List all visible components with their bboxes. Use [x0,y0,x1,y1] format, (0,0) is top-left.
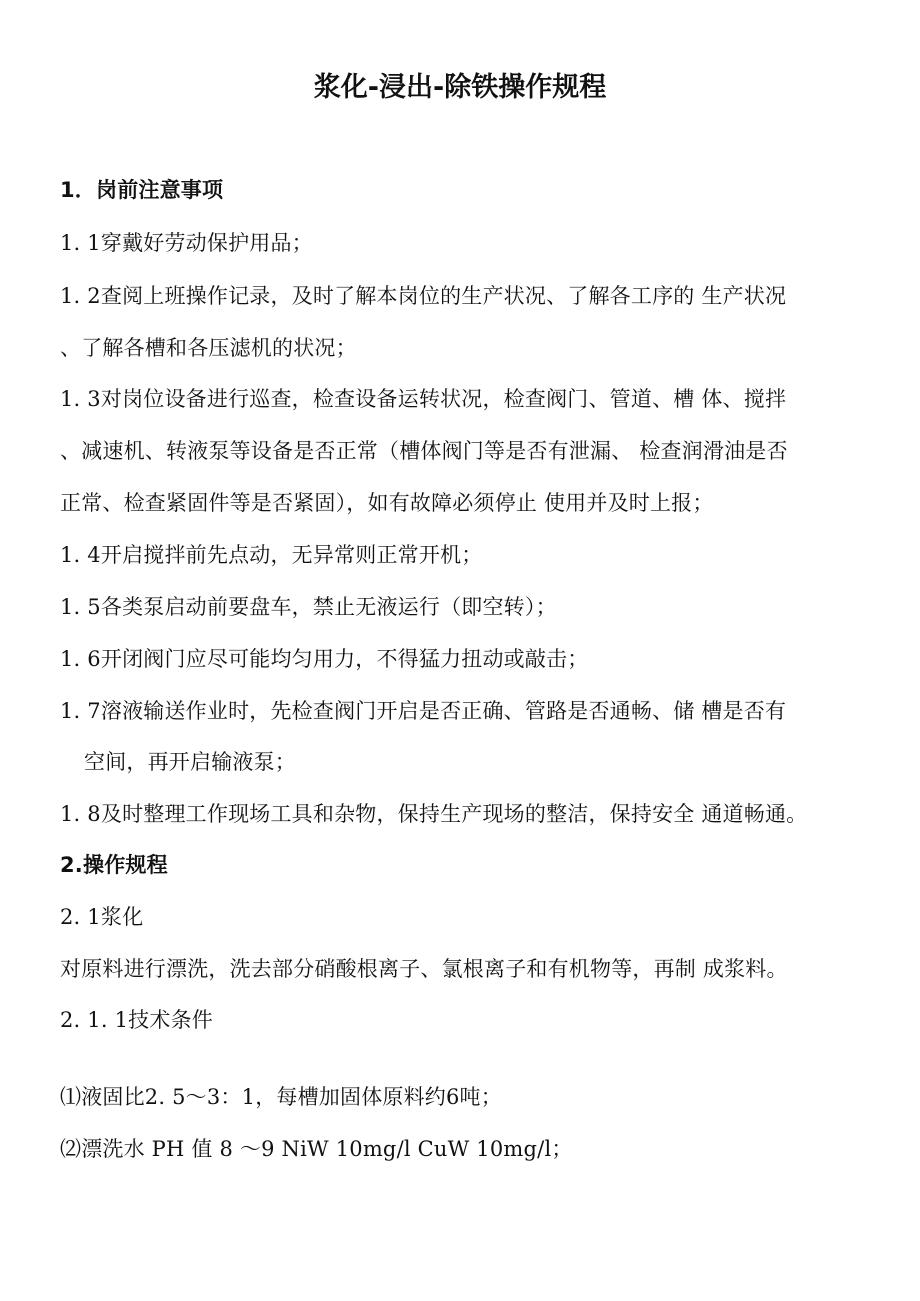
subsection-2-1-description: 对原料进行漂洗，洗去部分硝酸根离子、氯根离子和有机物等，再制 成浆料。 [60,957,788,981]
subsection-2-1: 2. 1浆化 [60,905,144,929]
item-1-1: 1. 1穿戴好劳动保护用品； [60,231,313,255]
subsection-2-1-1: 2. 1. 1技术条件 [60,1008,213,1032]
item-1-4: 1. 4开启搅拌前先点动，无异常则正常开机； [60,543,483,567]
item-1-7-line2: 空间，再开启输液泵； [84,750,296,774]
item-1-3-line2: 、减速机、转液泵等设备是否正常（槽体阀门等是否有泄漏、 检查润滑油是否 [60,439,788,463]
condition-2: ⑵漂洗水 PH 值 8 〜9 NiW 10mg/l CuW 10mg/l； [60,1137,573,1161]
item-1-8: 1. 8及时整理工作现场工具和杂物，保持生产现场的整洁，保持安全 通道畅通。 [60,802,808,826]
section-heading-precautions: 1．岗前注意事项 [60,178,224,202]
condition-1: ⑴液固比2. 5〜3：1，每槽加固体原料约6吨； [60,1085,502,1109]
item-1-5: 1. 5各类泵启动前要盘车，禁止无液运行（即空转）； [60,595,557,619]
page-title: 浆化-浸出-除铁操作规程 [313,72,607,103]
section-heading-procedures: 2.操作规程 [60,853,168,877]
item-1-3-line1: 1. 3对岗位设备进行巡查，检查设备运转状况，检查阀门、管道、槽 体、搅拌 [60,387,787,411]
item-1-7-line1: 1. 7溶液输送作业时，先检查阀门开启是否正确、管路是否通畅、储 槽是否有 [60,699,787,723]
item-1-3-line3: 正常、检查紧固件等是否紧固），如有故障必须停止 使用并及时上报； [60,491,714,515]
item-1-2-line2: 、了解各槽和各压滤机的状况； [60,336,357,360]
item-1-2-line1: 1. 2查阅上班操作记录，及时了解本岗位的生产状况、了解各工序的 生产状况 [60,284,787,308]
item-1-6: 1. 6开闭阀门应尽可能均匀用力，不得猛力扭动或敲击； [60,647,589,671]
